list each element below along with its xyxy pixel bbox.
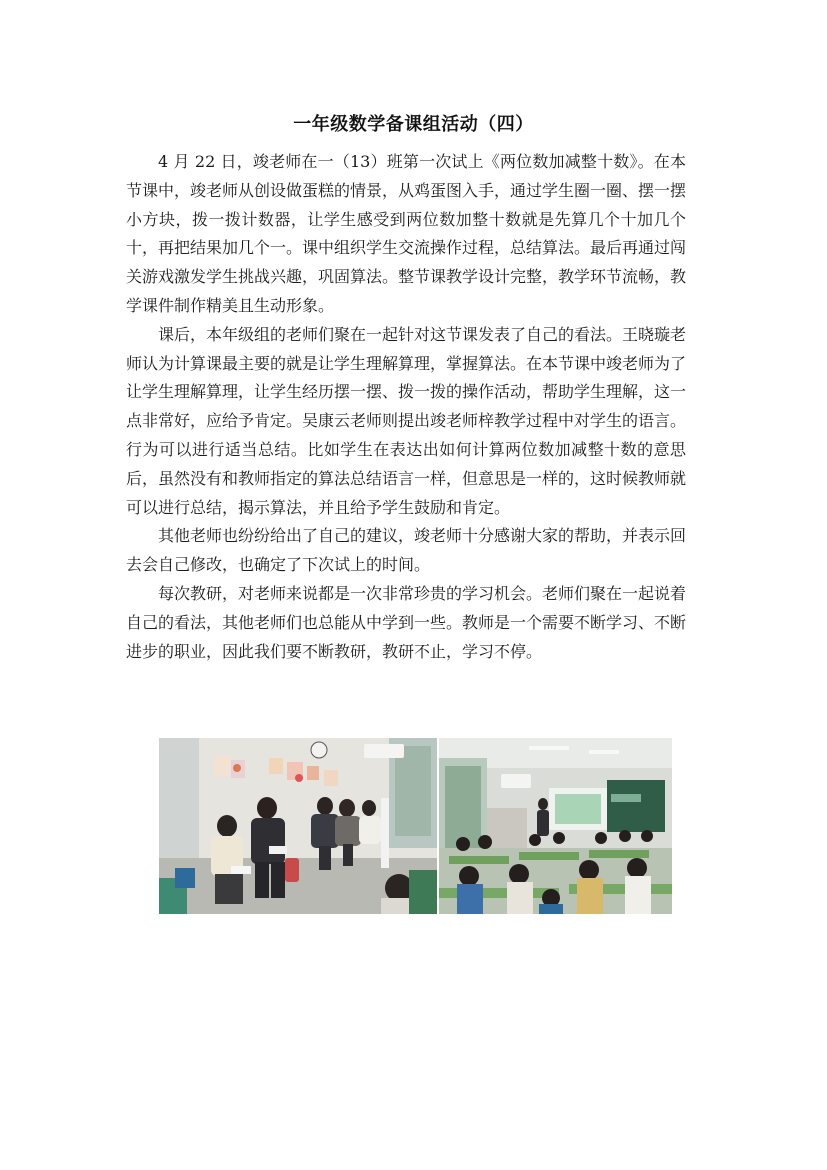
paragraph-4: 每次教研，对老师来说都是一次非常珍贵的学习机会。老师们聚在一起说着自己的看法，其他老师们也总能从中学到一些。教师是一个需要不断学习、不断进步的职业，因此我们要不断教研，教研不止，学习不停。 (126, 583, 687, 661)
page-title: 一年级数学备课组活动（四） (293, 114, 534, 135)
paragraph-3: 其他老师也纷纷给出了自己的建议，竣老师十分感谢大家的帮助，并表示回去会自己修改，也确定了下次试上的时间。 (126, 526, 687, 575)
paragraph-1: 4 月 22 日，竣老师在一（13）班第一次试上《两位数加减整十数》。在本节课中，竣老师从创设做蛋糕的情景，从鸡蛋图入手，通过学生圈一圈、摆一摆小方块，拨一拨计数器，让学生感受到两位数加整十数就是先算几个十加几个十，再把结果加几个一。课中组织学生交流操作过程，总结算法。最后再通过闯关游戏激发学生挑战兴趣，巩固算法。整节课教学设计完整，教学环节流畅，教学课件制作精美且生动形象。 (126, 152, 687, 315)
document-body (126, 148, 686, 666)
photo-strip (159, 738, 672, 914)
paragraph-2: 课后，本年级组的老师们聚在一起针对这节课发表了自己的看法。王晓璇老师认为计算课最主要的就是让学生理解算理，掌握算法。在本节课中竣老师为了让学生理解算理，让学生经历摆一摆、拨一拨的操作活动，帮助学生理解，这一点非常好，应给予肯定。吴康云老师则提出竣老师梓教学过程中对学生的语言。行为可以进行适当总结。比如学生在表达出如何计算两位数加减整十数的意思后，虽然没有和教师指定的算法总结语言一样，但意思是一样的，这时候教师就可以进行总结，揭示算法，并且给予学生鼓励和肯定。 (126, 324, 687, 517)
teachers-observing-photo (159, 738, 437, 914)
classroom-lesson-photo (439, 738, 672, 914)
